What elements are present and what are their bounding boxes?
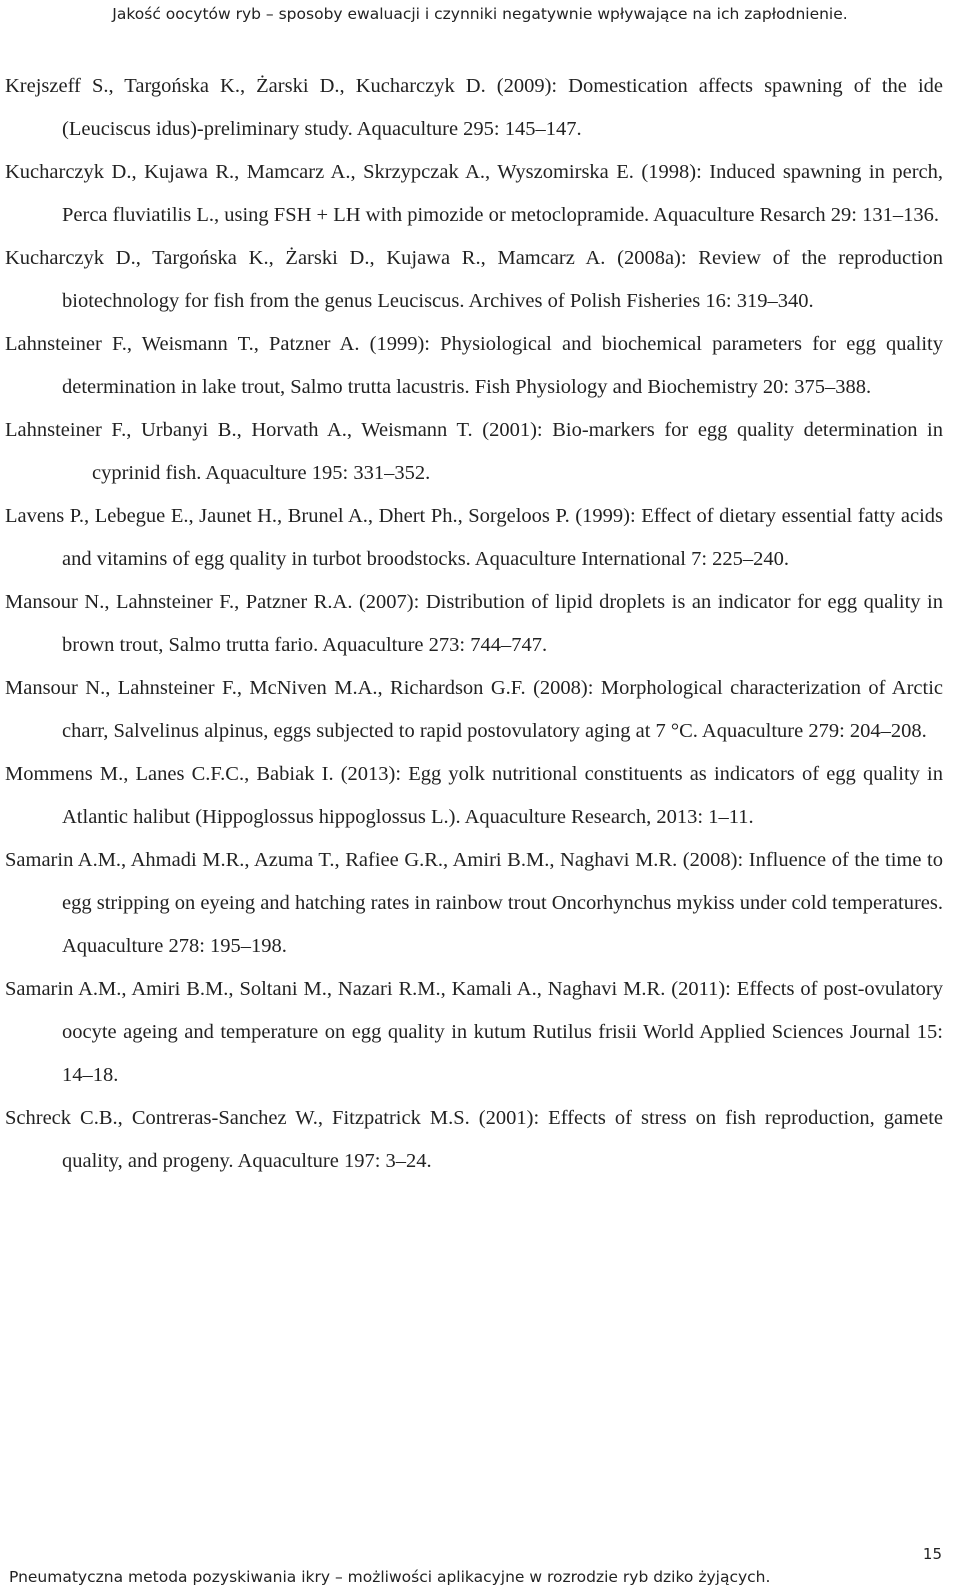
reference-item: Mommens M., Lanes C.F.C., Babiak I. (2013): Egg yolk nutritional constituents as indicators of egg quality in Atlantic halibut (Hippoglossus hippoglossus L.). Aquaculture Research, 2013: 1–11. — [5, 763, 943, 828]
reference-item: Samarin A.M., Ahmadi M.R., Azuma T., Rafiee G.R., Amiri B.M., Naghavi M.R. (2008): Influence of the time to egg stripping on eyeing and hatching rates in rainbow trout Oncorhynchus mykiss under cold temperatures. Aquaculture 278: 195–198. — [5, 849, 943, 957]
page-number: 15 — [922, 1545, 942, 1563]
reference-item: Lahnsteiner F., Weismann T., Patzner A. (1999): Physiological and biochemical parameters for egg quality determination in lake trout, Salmo trutta lacustris. Fish Physiology and Biochemistry 20: 375–388. — [5, 333, 943, 398]
reference-item: Schreck C.B., Contreras-Sanchez W., Fitzpatrick M.S. (2001): Effects of stress on fish reproduction, gamete quality, and progeny. Aquaculture 197: 3–24. — [5, 1107, 943, 1172]
running-header: Jakość oocytów ryb – sposoby ewaluacji i czynniki negatywnie wpływające na ich zapłodnienie. — [112, 5, 848, 23]
reference-item: Kucharczyk D., Kujawa R., Mamcarz A., Skrzypczak A., Wyszomirska E. (1998): Induced spawning in perch, Perca fluviatilis L., using FSH + LH with pimozide or metoclopramide. Aquaculture Resarch 29: 131–136. — [5, 161, 943, 226]
reference-item: Krejszeff S., Targońska K., Żarski D., Kucharczyk D. (2009): Domestication affects spawning of the ide (Leuciscus idus)-preliminary study. Aquaculture 295: 145–147. — [5, 75, 943, 140]
reference-item: Lahnsteiner F., Urbanyi B., Horvath A., Weismann T. (2001): Bio-markers for egg quality determination in cyprinid fish. Aquaculture 195: 331–352. — [5, 419, 943, 484]
reference-item: Samarin A.M., Amiri B.M., Soltani M., Nazari R.M., Kamali A., Naghavi M.R. (2011): Effects of post-ovulatory oocyte ageing and temperature on egg quality in kutum Rutilus frisii World Applied Sciences Journal 15: 14–18. — [5, 978, 943, 1086]
reference-item: Kucharczyk D., Targońska K., Żarski D., Kujawa R., Mamcarz A. (2008a): Review of the reproduction biotechnology for fish from the genus Leuciscus. Archives of Polish Fisheries 16: 319–340. — [5, 247, 943, 312]
reference-item: Lavens P., Lebegue E., Jaunet H., Brunel A., Dhert Ph., Sorgeloos P. (1999): Effect of dietary essential fatty acids and vitamins of egg quality in turbot broodstocks. Aquaculture International 7: 225–240. — [5, 505, 943, 570]
reference-item: Mansour N., Lahnsteiner F., McNiven M.A., Richardson G.F. (2008): Morphological characterization of Arctic charr, Salvelinus alpinus, eggs subjected to rapid postovulatory aging at 7 °C. Aquaculture 279: 204–208. — [5, 677, 943, 742]
reference-list — [5, 65, 943, 1183]
running-footer: Pneumatyczna metoda pozyskiwania ikry – możliwości aplikacyjne w rozrodzie ryb dziko żyjących. — [9, 1568, 771, 1586]
reference-item: Mansour N., Lahnsteiner F., Patzner R.A. (2007): Distribution of lipid droplets is an indicator for egg quality in brown trout, Salmo trutta fario. Aquaculture 273: 744–747. — [5, 591, 943, 656]
